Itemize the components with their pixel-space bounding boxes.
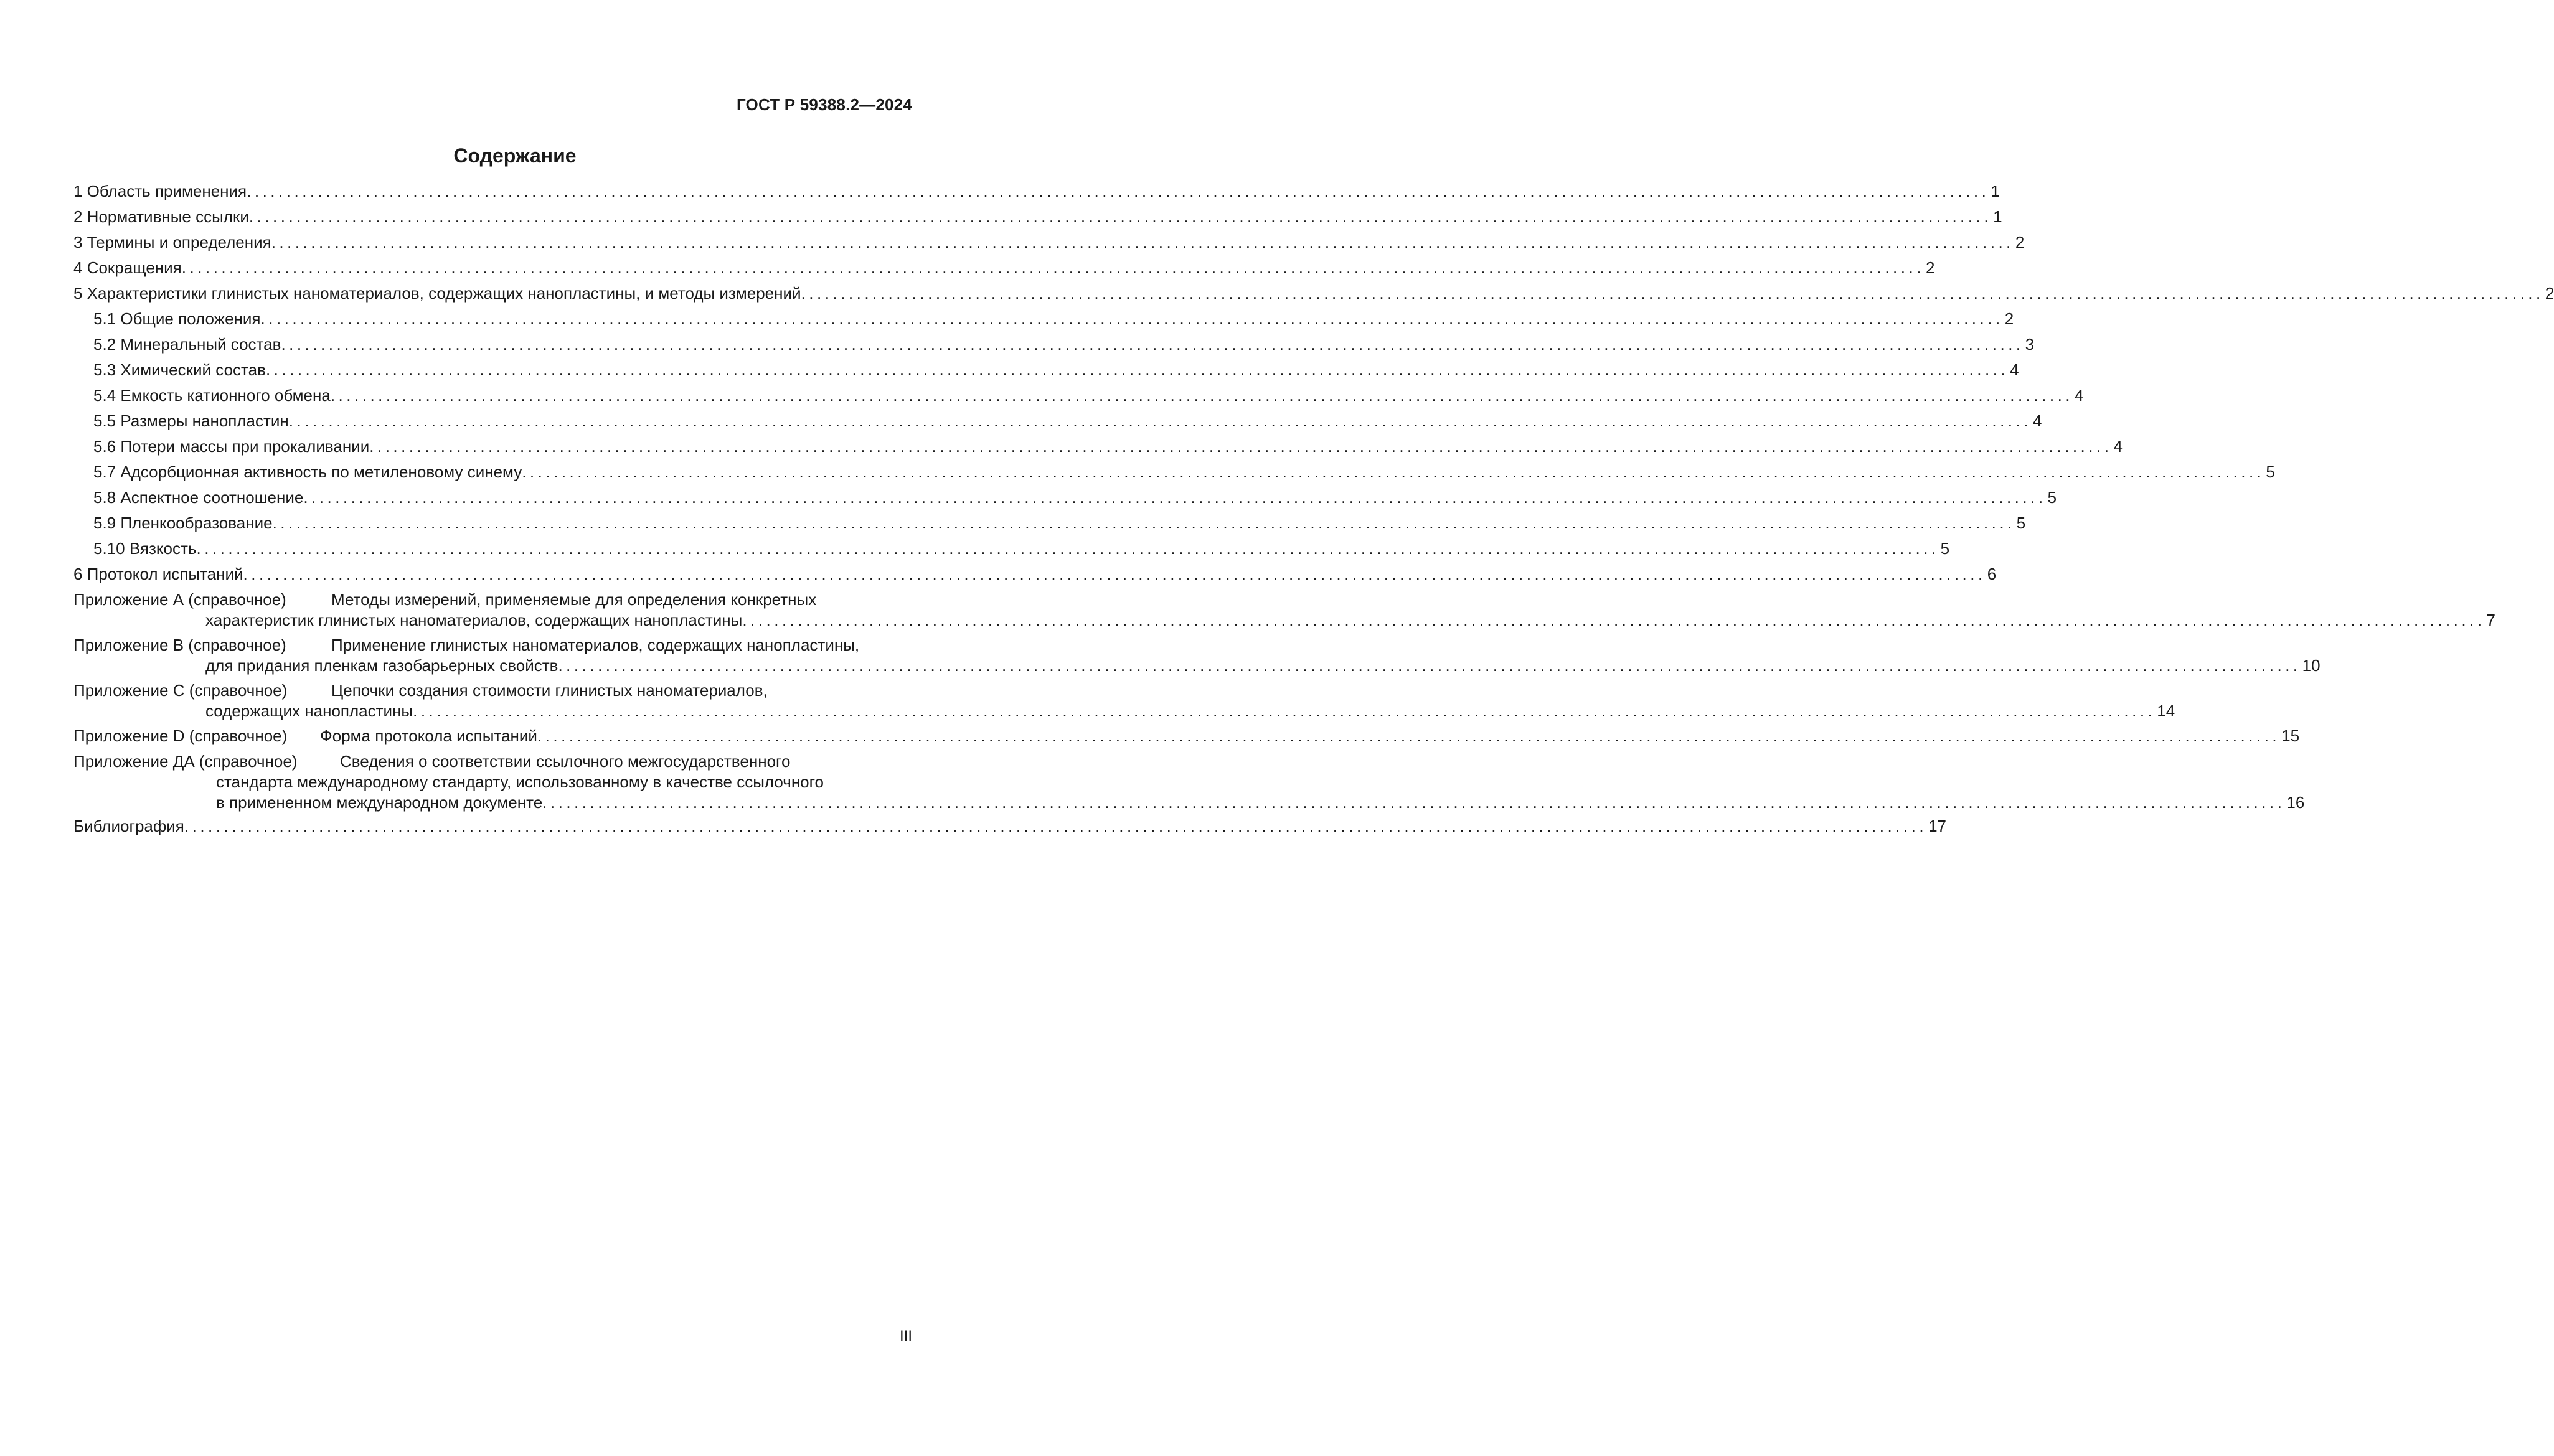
toc-entry-text: 1 Область применения xyxy=(73,182,247,200)
toc-entry-text: 5.8 Аспектное соотношение xyxy=(93,488,304,507)
leader-dots: ............................................................................................................................................................................................................................ xyxy=(558,656,2301,675)
leader-dots: ............................................................................................................................................................................................................................ xyxy=(243,565,1986,583)
toc-entry-page: 2 xyxy=(2545,284,2554,303)
toc-entry-page: 6 xyxy=(1987,565,1997,583)
leader-dots: ............................................................................................................................................................................................................................ xyxy=(303,488,2047,507)
toc-entry-5[interactable] xyxy=(73,283,2554,309)
toc-entry-5-6[interactable] xyxy=(73,436,2123,462)
toc-entry-5-7[interactable] xyxy=(73,462,2275,487)
toc-entry-page: 5 xyxy=(2047,488,2057,507)
leader-dots: ............................................................................................................................................................................................................................ xyxy=(537,726,2281,745)
leader-dots: ............................................................................................................................................................................................................................ xyxy=(196,539,1939,558)
leader-dots: ............................................................................................................................................................................................................................ xyxy=(265,360,2009,379)
toc-annex-c[interactable] xyxy=(73,680,2175,726)
toc-entry-5-3[interactable] xyxy=(73,360,2019,385)
annex-title-line: в примененном международном документе xyxy=(216,793,543,812)
toc-entry-page: 4 xyxy=(2032,411,2042,430)
toc-entry-page: 1 xyxy=(1991,182,2000,200)
toc-entry-5-4[interactable] xyxy=(73,385,2084,411)
toc-entry-page: 17 xyxy=(1928,817,1946,835)
toc-entry-text: 6 Протокол испытаний xyxy=(73,565,243,583)
toc-entry-page: 1 xyxy=(1993,207,2002,226)
annex-title-line: Применение глинистых наноматериалов, содержащих нанопластины, xyxy=(331,636,860,654)
toc-entry-page: 4 xyxy=(2075,386,2084,405)
leader-dots: ............................................................................................................................................................................................................................ xyxy=(247,182,1990,200)
toc-entry-page: 7 xyxy=(2486,611,2496,629)
toc-entry-text: 5.6 Потери массы при прокаливании xyxy=(93,437,370,456)
annex-title-line: Цепочки создания стоимости глинистых наноматериалов, xyxy=(331,681,768,700)
leader-dots: ............................................................................................................................................................................................................................ xyxy=(330,386,2074,405)
leader-dots: ............................................................................................................................................................................................................................ xyxy=(260,309,2004,328)
annex-title-line: Форма протокола испытаний xyxy=(320,726,537,745)
annex-title-line: содержащих нанопластины xyxy=(205,702,413,720)
toc-entry-page: 5 xyxy=(1940,539,1950,558)
toc-entry-1[interactable] xyxy=(73,181,2000,207)
toc-annex-d[interactable] xyxy=(73,726,2300,751)
toc-entry-text: Библиография xyxy=(73,817,184,835)
annex-label: Приложение С (справочное) xyxy=(73,681,288,700)
annex-label: Приложение D (справочное) xyxy=(73,726,288,745)
toc-entry-5-2[interactable] xyxy=(73,334,2035,360)
toc-entry-text: 5 Характеристики глинистых наноматериалов, содержащих нанопластины, и методы измерений xyxy=(73,284,801,303)
toc-entry-2[interactable] xyxy=(73,207,2002,232)
toc-entry-page: 2 xyxy=(2004,309,2014,328)
toc-entry-page: 4 xyxy=(2010,360,2019,379)
toc-entry-3[interactable] xyxy=(73,232,2025,258)
toc-entry-text: 5.5 Размеры нанопластин xyxy=(93,411,289,430)
leader-dots: ............................................................................................................................................................................................................................ xyxy=(413,702,2156,720)
toc-bibliography[interactable] xyxy=(73,816,1946,842)
toc-entry-page: 16 xyxy=(2286,793,2305,812)
toc-annex-a[interactable] xyxy=(73,589,2496,635)
leader-dots: ............................................................................................................................................................................................................................ xyxy=(288,411,2032,430)
leader-dots: ............................................................................................................................................................................................................................ xyxy=(181,258,1925,277)
toc-entry-text: 5.4 Емкость катионного обмена xyxy=(93,386,331,405)
leader-dots: ............................................................................................................................................................................................................................ xyxy=(248,207,1992,226)
toc-entry-text: 5.9 Пленкообразование xyxy=(93,514,273,532)
annex-title-line: для придания пленкам газобарьерных свойств xyxy=(205,656,558,675)
toc-entry-text: 4 Сокращения xyxy=(73,258,182,277)
leader-dots: ............................................................................................................................................................................................................................ xyxy=(281,335,2024,354)
annex-label: Приложение ДА (справочное) xyxy=(73,752,298,771)
annex-title-line: стандарта международному стандарту, использованному в качестве ссылочного xyxy=(216,773,824,791)
toc-entry-5-8[interactable] xyxy=(73,487,2057,513)
toc-entry-5-5[interactable] xyxy=(73,411,2042,436)
annex-label: Приложение А (справочное) xyxy=(73,590,286,609)
toc-entry-text: 5.2 Минеральный состав xyxy=(93,335,281,354)
toc-entry-5-1[interactable] xyxy=(73,309,2014,334)
leader-dots: ............................................................................................................................................................................................................................ xyxy=(271,233,2014,251)
toc-entry-page: 3 xyxy=(2025,335,2035,354)
leader-dots: ............................................................................................................................................................................................................................ xyxy=(369,437,2113,456)
toc-annex-da[interactable] xyxy=(73,751,2305,816)
toc-entry-page: 4 xyxy=(2113,437,2123,456)
table-of-contents xyxy=(73,181,2554,842)
toc-entry-5-9[interactable] xyxy=(73,513,2026,538)
leader-dots: ............................................................................................................................................................................................................................ xyxy=(522,463,2265,481)
toc-entry-page: 15 xyxy=(2281,726,2300,745)
toc-entry-text: 2 Нормативные ссылки xyxy=(73,207,249,226)
toc-entry-text: 5.10 Вязкость xyxy=(93,539,197,558)
leader-dots: ............................................................................................................................................................................................................................ xyxy=(272,514,2015,532)
leader-dots: ............................................................................................................................................................................................................................ xyxy=(742,611,2486,629)
annex-label: Приложение В (справочное) xyxy=(73,636,286,654)
toc-entry-text: 5.7 Адсорбционная активность по метиленовому синему xyxy=(93,463,522,481)
toc-entry-5-10[interactable] xyxy=(73,538,1950,564)
toc-title: Содержание xyxy=(453,144,577,167)
annex-title-line: Методы измерений, применяемые для определения конкретных xyxy=(331,590,817,609)
annex-title-line: Сведения о соответствии ссылочного межгосударственного xyxy=(340,752,791,771)
toc-entry-page: 2 xyxy=(2015,233,2025,251)
toc-entry-text: 5.1 Общие положения xyxy=(93,309,261,328)
toc-annex-b[interactable] xyxy=(73,635,2321,680)
annex-title-line: характеристик глинистых наноматериалов, содержащих нанопластины xyxy=(205,611,743,629)
toc-entry-text: 3 Термины и определения xyxy=(73,233,271,251)
toc-entry-page: 2 xyxy=(1925,258,1935,277)
toc-entry-page: 5 xyxy=(2266,463,2275,481)
toc-entry-text: 5.3 Химический состав xyxy=(93,360,266,379)
toc-entry-4[interactable] xyxy=(73,258,1935,283)
toc-entry-6[interactable] xyxy=(73,564,1997,589)
leader-dots: ............................................................................................................................................................................................................................ xyxy=(542,793,2286,812)
leader-dots: ............................................................................................................................................................................................................................ xyxy=(801,284,2544,303)
toc-entry-page: 14 xyxy=(2157,702,2175,720)
toc-entry-page: 10 xyxy=(2302,656,2321,675)
leader-dots: ............................................................................................................................................................................................................................ xyxy=(184,817,1928,835)
page-number: III xyxy=(899,1328,912,1345)
document-code: ГОСТ Р 59388.2—2024 xyxy=(736,95,912,114)
toc-entry-page: 5 xyxy=(2016,514,2026,532)
